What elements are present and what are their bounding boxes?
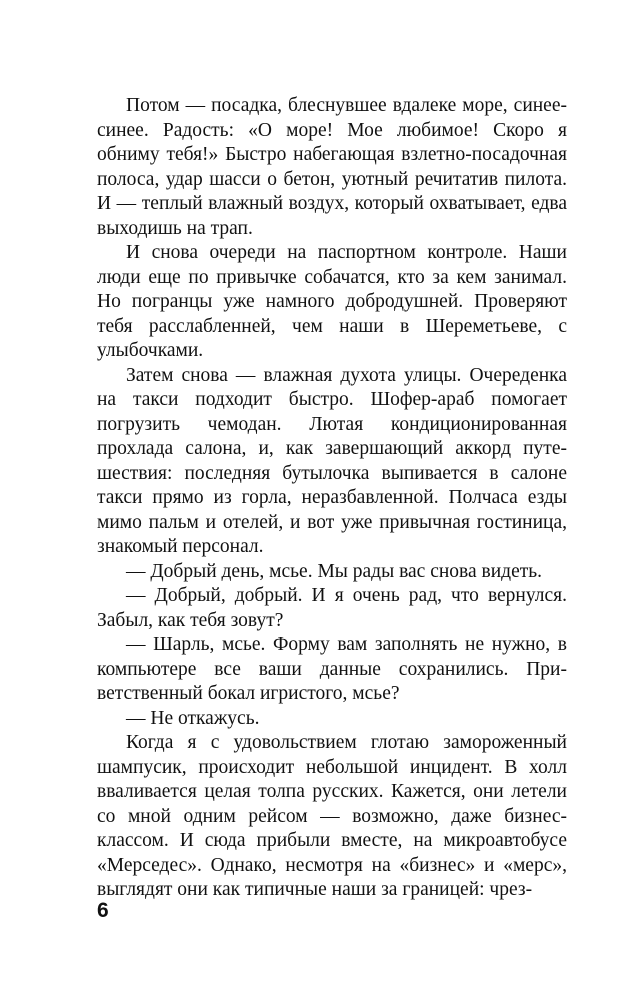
- dialogue-line: — Шарль, мсье. Форму вам заполнять не нужно, в компьютере все ваши данные сохранились. Приветственный бокал игристого, мсье?: [97, 634, 567, 704]
- paragraph: Потом — посадка, блеснувшее вдалеке море, синее-синее. Радость: «О море! Мое любимое! Скоро я обниму тебя!» Быстро набегающая взлетно-посадочная полоса, удар шасси о бетон, уютный речитатив пилота. И — теплый влажный воздух, который охватывает, едва выходишь на трап.: [97, 95, 567, 239]
- paragraph: Когда я с удовольствием глотаю замороженный шампусик, происходит небольшой инцидент. В холл вваливается целая толпа русских. Кажется, они летели со мной одним рейсом — возможно, даже бизнес-классом. И сюда прибыли вместе, на микроавтобусе «Мерседес». Однако, несмотря на «бизнес» и «мерс», выглядят они как типичные наши за границей: чрез-: [97, 732, 567, 900]
- dialogue-line: — Не откажусь.: [126, 707, 260, 729]
- page-number: 6: [97, 899, 109, 922]
- dialogue-line: — Добрый день, мсье. Мы рады вас снова видеть.: [126, 560, 543, 582]
- body-text: [97, 94, 567, 903]
- dialogue-line: — Добрый, добрый. И я очень рад, что вернулся. Забыл, как тебя зовут?: [97, 585, 567, 631]
- paragraph: Затем снова — влажная духота улицы. Очереденка на такси подходит быстро. Шофер-араб помогает погрузить чемодан. Лютая кондиционированная прохлада салона, и, как завершающий аккорд путешествия: последняя бутылочка выпивается в салоне такси прямо из горла, неразбавленной. Полчаса езды мимо пальм и отелей, и вот уже привычная гостиница, знакомый персонал.: [97, 364, 567, 557]
- paragraph: И снова очереди на паспортном контроле. Наши люди еще по привычке собачатся, кто за кем занимал. Но погранцы уже намного добродушней. Проверяют тебя расслабленней, чем наши в Шереметьеве, с улыбочками.: [97, 242, 567, 361]
